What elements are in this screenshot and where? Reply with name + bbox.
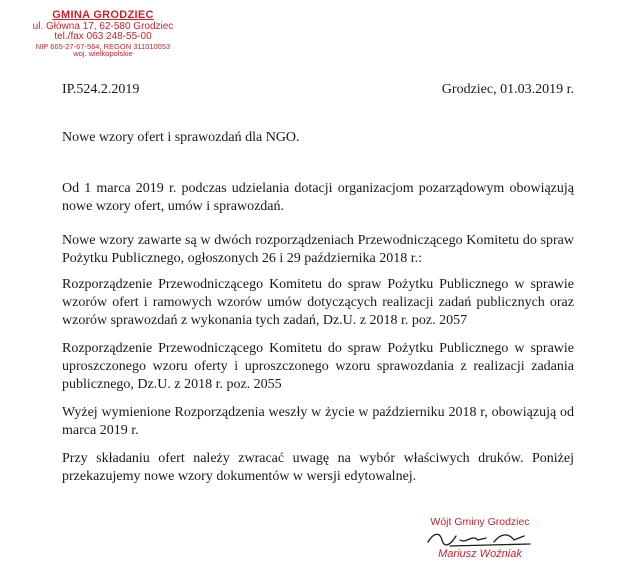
stamp-region: woj. wielkopolskie	[73, 49, 133, 59]
reference-number: IP.524.2.2019	[62, 82, 140, 97]
signature-title: Wójt Gminy Grodziec	[430, 516, 530, 528]
stamp-ids: NIP 665-27-67-564, REGON 311010053	[35, 41, 171, 51]
paragraph-regulation-2057: Rozporządzenie Przewodniczącego Komitetu do spraw Pożytku Publicznego w sprawie wzorów ofert i ramowych wzorów umów dotyczących realizacji zadań publicznych oraz wzorów sprawozdań z wykonania tych zadań, Dz.U. z 2018 r. poz. 2057	[62, 277, 574, 328]
signature-name: Mariusz Woźniak	[438, 548, 522, 560]
signature-block	[412, 516, 548, 560]
document-title: Nowe wzory ofert i sprawozdań dla NGO.	[62, 130, 300, 145]
paragraph-effective: Wyżej wymienione Rozporządzenia weszły w życie w październiku 2018 r, obowiązują od marca 2019 r.	[62, 405, 574, 438]
stamp-address: ul. Główna 17, 62-580 Grodziec	[32, 20, 174, 32]
document-date: Grodziec, 01.03.2019 r.	[441, 82, 574, 97]
municipality-stamp	[18, 10, 188, 58]
paragraph-forms: Przy składaniu ofert należy zwracać uwagę na wybór właściwych druków. Poniżej przekazujemy nowe wzory dokumentów w wersji edytowalnej.	[62, 451, 574, 484]
stamp-phone: tel./fax 063 248-55-00	[54, 31, 152, 43]
paragraph-intro: Od 1 marca 2019 r. podczas udzielania dotacji organizacjom pozarządowym obowiązują nowe wzory ofert, umów i sprawozdań.	[62, 181, 574, 214]
paragraph-regulations: Nowe wzory zawarte są w dwóch rozporządzeniach Przewodniczącego Komitetu do spraw Pożytku Publicznego, ogłoszonych 26 i 29 października 2018 r.:	[62, 233, 574, 266]
paragraph-regulation-2055: Rozporządzenie Przewodniczącego Komitetu do spraw Pożytku Publicznego w sprawie uproszczonego wzoru oferty i uproszczonego wzoru sprawozdania z realizacji zadania publicznego, Dz.U. z 2018 r. poz. 2055	[62, 341, 574, 392]
stamp-name: GMINA GRODZIEC	[52, 9, 154, 21]
handwritten-signature	[420, 528, 540, 550]
